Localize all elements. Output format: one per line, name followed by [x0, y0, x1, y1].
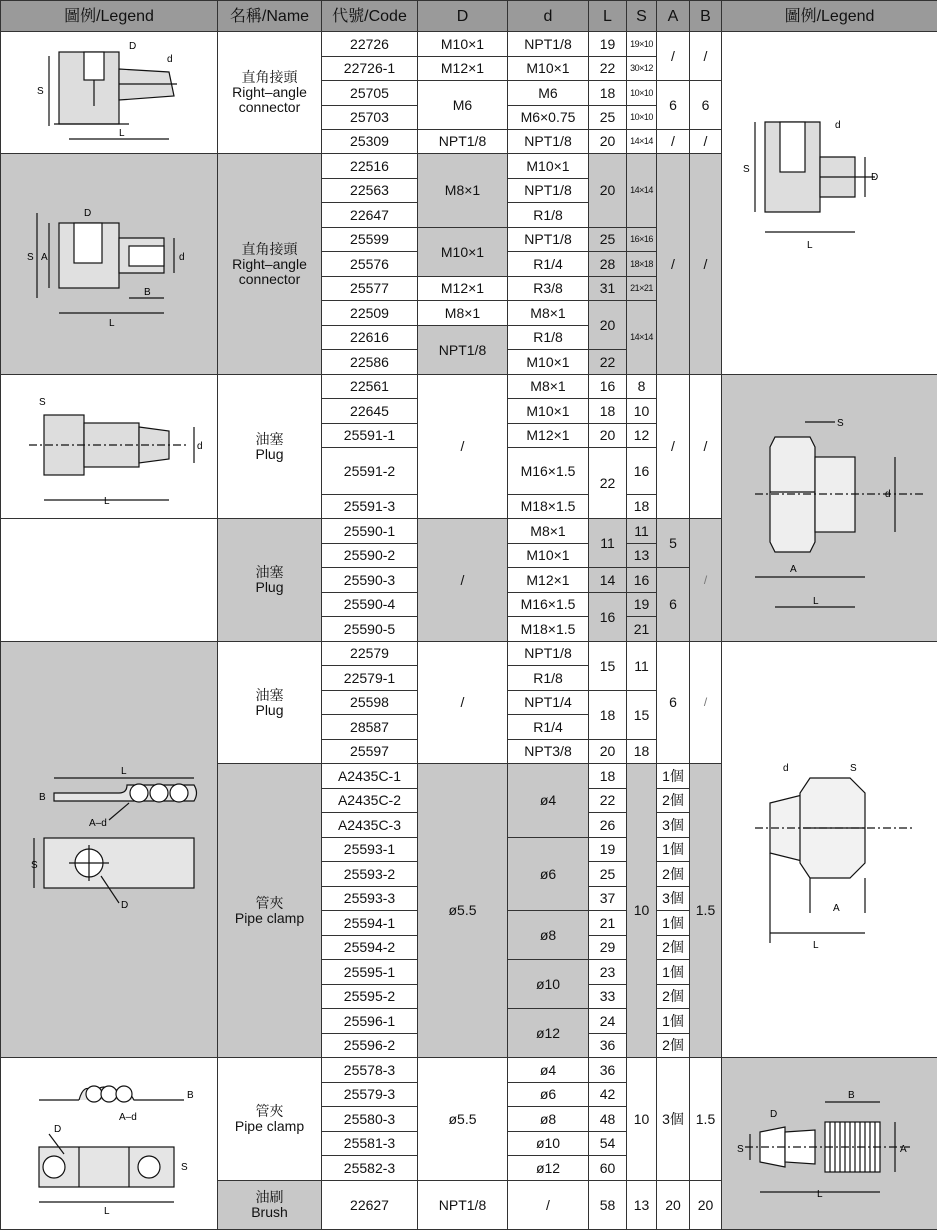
- dim-label-S: S: [850, 763, 857, 774]
- name-cell-g1: [218, 32, 322, 154]
- L-cell: 31: [589, 277, 627, 301]
- dim-label-A: A: [790, 564, 797, 575]
- d-cell: ø10: [508, 1132, 589, 1156]
- code-cell: 25598: [322, 691, 418, 715]
- D-cell: M10×1: [418, 32, 508, 57]
- D-cell: M8×1: [418, 154, 508, 228]
- L-cell: 48: [589, 1107, 627, 1132]
- dim-label-S: S: [37, 86, 44, 97]
- L-cell: 18: [589, 691, 627, 740]
- L-cell: 22: [589, 789, 627, 813]
- name-en: Right–angle: [218, 85, 321, 100]
- L-cell: 54: [589, 1132, 627, 1156]
- D-cell: /: [418, 375, 508, 519]
- L-cell: 19: [589, 32, 627, 57]
- dim-label-D: D: [54, 1124, 61, 1135]
- S-cell: 16: [627, 448, 657, 495]
- legend-right-angle-connector-right: [722, 32, 937, 375]
- A-cell: 3個: [657, 1058, 690, 1181]
- d-cell: ø6: [508, 838, 589, 911]
- d-cell: M6×0.75: [508, 106, 589, 130]
- legend-right-angle-connector-1: [1, 32, 218, 154]
- L-cell: 24: [589, 1009, 627, 1034]
- S-cell: 11: [627, 519, 657, 544]
- d-cell: M16×1.5: [508, 448, 589, 495]
- dim-label-B: B: [39, 792, 46, 803]
- A-cell: 6: [657, 81, 690, 130]
- S-cell: 8: [627, 375, 657, 399]
- D-cell: /: [418, 519, 508, 642]
- header-d: d: [508, 1, 589, 32]
- code-cell: 22563: [322, 179, 418, 203]
- code-cell: 25590-5: [322, 617, 418, 642]
- dim-label-L: L: [121, 766, 127, 777]
- d-cell: M8×1: [508, 519, 589, 544]
- name-en: Brush: [218, 1205, 321, 1220]
- S-cell: 16: [627, 568, 657, 593]
- code-cell: 28587: [322, 715, 418, 740]
- d-cell: ø8: [508, 911, 589, 960]
- name-en: Right–angle: [218, 257, 321, 272]
- code-cell: 25593-2: [322, 862, 418, 887]
- L-cell: 18: [589, 399, 627, 424]
- dim-label-B: B: [848, 1090, 855, 1101]
- code-cell: 25591-3: [322, 495, 418, 519]
- code-cell: 22561: [322, 375, 418, 399]
- dim-label-L: L: [807, 240, 813, 251]
- code-cell: 25582-3: [322, 1156, 418, 1181]
- dim-label-L: L: [119, 128, 125, 139]
- d-cell: M12×1: [508, 568, 589, 593]
- legend-nut-drawing: [722, 642, 937, 1058]
- L-cell: 18: [589, 81, 627, 106]
- d-cell: M8×1: [508, 375, 589, 399]
- L-cell: 14: [589, 568, 627, 593]
- code-cell: 25578-3: [322, 1058, 418, 1083]
- name-zh: 油塞: [218, 565, 321, 580]
- name-zh: 管夾: [218, 896, 321, 911]
- S-cell: 15: [627, 691, 657, 740]
- dim-label-D: D: [121, 900, 128, 911]
- pipe-clamp-drawing-2: [9, 1062, 209, 1222]
- S-cell: 10: [627, 399, 657, 424]
- L-cell: 22: [589, 57, 627, 81]
- dim-label-d: d: [179, 252, 185, 263]
- A-cell: /: [657, 375, 690, 519]
- name-en: connector: [218, 100, 321, 115]
- d-cell: M10×1: [508, 350, 589, 375]
- d-cell: NPT1/8: [508, 179, 589, 203]
- right-angle-connector-drawing: [9, 34, 209, 149]
- code-cell: 25591-2: [322, 448, 418, 495]
- S-cell: 10: [627, 1058, 657, 1181]
- L-cell: 33: [589, 985, 627, 1009]
- d-cell: NPT1/8: [508, 642, 589, 666]
- legend-plug-right: [722, 375, 937, 642]
- d-cell: NPT1/8: [508, 130, 589, 154]
- code-cell: 22509: [322, 301, 418, 326]
- name-en: connector: [218, 272, 321, 287]
- code-cell: 25590-4: [322, 593, 418, 617]
- S-cell: 21: [627, 617, 657, 642]
- code-cell: 25579-3: [322, 1083, 418, 1107]
- L-cell: 20: [589, 154, 627, 228]
- L-cell: 42: [589, 1083, 627, 1107]
- plug-drawing: [9, 375, 209, 515]
- D-cell: M6: [418, 81, 508, 130]
- legend-plug-1-cont: [1, 519, 218, 642]
- d-cell: NPT1/8: [508, 32, 589, 57]
- S-cell: 18×18: [627, 252, 657, 277]
- code-cell: 25705: [322, 81, 418, 106]
- header-legend-right: 圖例/Legend: [722, 1, 937, 32]
- dim-label-Ad: A–d: [119, 1112, 137, 1123]
- name-cell-g2: [218, 154, 322, 375]
- L-cell: 29: [589, 936, 627, 960]
- A-cell: 1個: [657, 1009, 690, 1034]
- dim-label-A: A: [900, 1144, 907, 1155]
- L-cell: 25: [589, 862, 627, 887]
- L-cell: 19: [589, 838, 627, 862]
- code-cell: 22516: [322, 154, 418, 179]
- B-cell: /: [690, 519, 722, 642]
- d-cell: M12×1: [508, 424, 589, 448]
- L-cell: 20: [589, 301, 627, 350]
- code-cell: 25576: [322, 252, 418, 277]
- legend-right-angle-connector-2: [1, 154, 218, 375]
- code-cell: 22627: [322, 1181, 418, 1230]
- code-cell: 25594-1: [322, 911, 418, 936]
- dim-label-d: d: [835, 120, 841, 131]
- L-cell: 15: [589, 642, 627, 691]
- S-cell: 21×21: [627, 277, 657, 301]
- A-cell: /: [657, 130, 690, 154]
- D-cell: /: [418, 642, 508, 764]
- B-cell: /: [690, 154, 722, 375]
- code-cell: 25599: [322, 228, 418, 252]
- d-cell: M6: [508, 81, 589, 106]
- dim-label-d: d: [167, 54, 173, 65]
- L-cell: 20: [589, 740, 627, 764]
- S-cell: 14×14: [627, 301, 657, 375]
- A-cell: 2個: [657, 862, 690, 887]
- code-cell: 22645: [322, 399, 418, 424]
- name-en: Plug: [218, 580, 321, 595]
- code-cell: 22726-1: [322, 57, 418, 81]
- d-cell: /: [508, 1181, 589, 1230]
- d-cell: ø4: [508, 1058, 589, 1083]
- S-cell: 12: [627, 424, 657, 448]
- code-cell: 22616: [322, 326, 418, 350]
- d-cell: M10×1: [508, 154, 589, 179]
- name-zh: 直角接頭: [218, 242, 321, 257]
- code-cell: 25590-3: [322, 568, 418, 593]
- S-cell: 19: [627, 593, 657, 617]
- legend-plug-1: [1, 375, 218, 519]
- dim-label-D: D: [871, 172, 878, 183]
- dim-label-D: D: [84, 208, 91, 219]
- code-cell: 25591-1: [322, 424, 418, 448]
- d-cell: R3/8: [508, 277, 589, 301]
- code-cell: 22647: [322, 203, 418, 228]
- L-cell: 22: [589, 350, 627, 375]
- header-S: S: [627, 1, 657, 32]
- code-cell: 25309: [322, 130, 418, 154]
- right-angle-connector-drawing-3: [9, 188, 209, 338]
- name-cell-g4: [218, 519, 322, 642]
- d-cell: NPT1/8: [508, 228, 589, 252]
- legend-pipe-clamp-1: [1, 642, 218, 1058]
- d-cell: ø4: [508, 764, 589, 838]
- d-cell: ø12: [508, 1156, 589, 1181]
- S-cell: 18: [627, 495, 657, 519]
- A-cell: 6: [657, 642, 690, 764]
- L-cell: 11: [589, 519, 627, 568]
- code-cell: 25593-1: [322, 838, 418, 862]
- right-angle-connector-drawing-2: [725, 112, 935, 292]
- d-cell: ø8: [508, 1107, 589, 1132]
- d-cell: M8×1: [508, 301, 589, 326]
- dim-label-Ad: A–d: [89, 818, 107, 829]
- name-en: Plug: [218, 703, 321, 718]
- code-cell: 25590-1: [322, 519, 418, 544]
- d-cell: NPT3/8: [508, 740, 589, 764]
- L-cell: 36: [589, 1058, 627, 1083]
- header-code: 代號/Code: [322, 1, 418, 32]
- A-cell: /: [657, 154, 690, 375]
- B-cell: 6: [690, 81, 722, 130]
- plug-hex-drawing: [725, 392, 935, 622]
- d-cell: M16×1.5: [508, 593, 589, 617]
- A-cell: 1個: [657, 764, 690, 789]
- dim-label-S: S: [181, 1162, 188, 1173]
- B-cell: 1.5: [690, 764, 722, 1058]
- B-cell: /: [690, 130, 722, 154]
- d-cell: ø10: [508, 960, 589, 1009]
- A-cell: 1個: [657, 838, 690, 862]
- code-cell: 25593-3: [322, 887, 418, 911]
- d-cell: ø12: [508, 1009, 589, 1058]
- B-cell: /: [690, 642, 722, 764]
- S-cell: 14×14: [627, 130, 657, 154]
- L-cell: 36: [589, 1034, 627, 1058]
- L-cell: 20: [589, 130, 627, 154]
- D-cell: M12×1: [418, 57, 508, 81]
- name-zh: 油塞: [218, 432, 321, 447]
- B-cell: 20: [690, 1181, 722, 1230]
- dim-label-D: D: [129, 41, 136, 52]
- name-en: Pipe clamp: [218, 1119, 321, 1134]
- legend-pipe-clamp-2: [1, 1058, 218, 1230]
- D-cell: ø5.5: [418, 1058, 508, 1181]
- header-legend: 圖例/Legend: [1, 1, 218, 32]
- A-cell: 3個: [657, 813, 690, 838]
- dim-label-D: D: [770, 1109, 777, 1120]
- D-cell: M12×1: [418, 277, 508, 301]
- S-cell: 10: [627, 764, 657, 1058]
- S-cell: 11: [627, 642, 657, 691]
- code-cell: 25580-3: [322, 1107, 418, 1132]
- name-zh: 油塞: [218, 688, 321, 703]
- code-cell: 25594-2: [322, 936, 418, 960]
- L-cell: 18: [589, 764, 627, 789]
- code-cell: 22579: [322, 642, 418, 666]
- d-cell: M18×1.5: [508, 617, 589, 642]
- name-zh: 油刷: [218, 1190, 321, 1205]
- S-cell: 13: [627, 1181, 657, 1230]
- L-cell: 21: [589, 911, 627, 936]
- L-cell: 60: [589, 1156, 627, 1181]
- B-cell: /: [690, 32, 722, 81]
- header-B: B: [690, 1, 722, 32]
- name-zh: 管夾: [218, 1104, 321, 1119]
- code-cell: A2435C-1: [322, 764, 418, 789]
- code-cell: 25596-1: [322, 1009, 418, 1034]
- A-cell: 3個: [657, 887, 690, 911]
- code-cell: 22726: [322, 32, 418, 57]
- S-cell: 14×14: [627, 154, 657, 228]
- S-cell: 30×12: [627, 57, 657, 81]
- name-en: Plug: [218, 447, 321, 462]
- nut-drawing: [725, 733, 935, 963]
- d-cell: R1/8: [508, 203, 589, 228]
- dim-label-S: S: [837, 418, 844, 429]
- code-cell: 25703: [322, 106, 418, 130]
- L-cell: 16: [589, 593, 627, 642]
- code-cell: 22579-1: [322, 666, 418, 691]
- L-cell: 22: [589, 448, 627, 519]
- dim-label-L: L: [104, 496, 110, 507]
- B-cell: 1.5: [690, 1058, 722, 1181]
- code-cell: A2435C-2: [322, 789, 418, 813]
- A-cell: 1個: [657, 911, 690, 936]
- d-cell: NPT1/4: [508, 691, 589, 715]
- A-cell: 2個: [657, 936, 690, 960]
- D-cell: ø5.5: [418, 764, 508, 1058]
- code-cell: 25595-2: [322, 985, 418, 1009]
- dim-label-d: d: [783, 763, 789, 774]
- d-cell: R1/4: [508, 252, 589, 277]
- header-D: D: [418, 1, 508, 32]
- dim-label-L: L: [817, 1189, 823, 1200]
- A-cell: 20: [657, 1181, 690, 1230]
- D-cell: M8×1: [418, 301, 508, 326]
- code-cell: 25596-2: [322, 1034, 418, 1058]
- code-cell: 25581-3: [322, 1132, 418, 1156]
- name-cell-g3: [218, 375, 322, 519]
- code-cell: A2435C-3: [322, 813, 418, 838]
- d-cell: ø6: [508, 1083, 589, 1107]
- code-cell: 22586: [322, 350, 418, 375]
- d-cell: M18×1.5: [508, 495, 589, 519]
- dim-label-A: A: [833, 903, 840, 914]
- L-cell: 25: [589, 106, 627, 130]
- dim-label-d: d: [885, 489, 891, 500]
- S-cell: 16×16: [627, 228, 657, 252]
- L-cell: 23: [589, 960, 627, 985]
- d-cell: R1/4: [508, 715, 589, 740]
- A-cell: 2個: [657, 789, 690, 813]
- L-cell: 26: [589, 813, 627, 838]
- dim-label-B: B: [187, 1090, 194, 1101]
- dim-label-L: L: [109, 318, 115, 329]
- A-cell: 2個: [657, 985, 690, 1009]
- D-cell: NPT1/8: [418, 326, 508, 375]
- name-cell-g7: [218, 1058, 322, 1181]
- brush-drawing: [725, 1062, 935, 1222]
- dim-label-S: S: [39, 397, 46, 408]
- pipe-clamp-drawing: [9, 748, 209, 948]
- dim-label-L: L: [813, 596, 819, 607]
- A-cell: 5: [657, 519, 690, 568]
- A-cell: 1個: [657, 960, 690, 985]
- name-cell-g6: [218, 764, 322, 1058]
- name-cell-g5: [218, 642, 322, 764]
- A-cell: /: [657, 32, 690, 81]
- dim-label-S: S: [27, 252, 34, 263]
- S-cell: 10×10: [627, 81, 657, 106]
- S-cell: 10×10: [627, 106, 657, 130]
- D-cell: NPT1/8: [418, 130, 508, 154]
- L-cell: 20: [589, 424, 627, 448]
- dim-label-L: L: [813, 940, 819, 951]
- d-cell: R1/8: [508, 326, 589, 350]
- legend-brush-drawing: [722, 1058, 937, 1230]
- code-cell: 25590-2: [322, 544, 418, 568]
- L-cell: 25: [589, 228, 627, 252]
- B-cell: /: [690, 375, 722, 519]
- A-cell: 6: [657, 568, 690, 642]
- d-cell: R1/8: [508, 666, 589, 691]
- dim-label-S: S: [31, 860, 38, 871]
- L-cell: 37: [589, 887, 627, 911]
- header-name: 名稱/Name: [218, 1, 322, 32]
- d-cell: M10×1: [508, 57, 589, 81]
- L-cell: 28: [589, 252, 627, 277]
- name-zh: 直角接頭: [218, 70, 321, 85]
- code-cell: 25595-1: [322, 960, 418, 985]
- D-cell: NPT1/8: [418, 1181, 508, 1230]
- dim-label-A: A: [41, 252, 48, 263]
- D-cell: M10×1: [418, 228, 508, 277]
- header-A: A: [657, 1, 690, 32]
- L-cell: 16: [589, 375, 627, 399]
- name-cell-g8: [218, 1181, 322, 1230]
- dim-label-S: S: [743, 164, 750, 175]
- code-cell: 25597: [322, 740, 418, 764]
- d-cell: M10×1: [508, 399, 589, 424]
- dim-label-B: B: [144, 287, 151, 298]
- dim-label-S: S: [737, 1144, 744, 1155]
- d-cell: M10×1: [508, 544, 589, 568]
- header-L: L: [589, 1, 627, 32]
- dim-label-L: L: [104, 1206, 110, 1217]
- S-cell: 19×10: [627, 32, 657, 57]
- name-en: Pipe clamp: [218, 911, 321, 926]
- L-cell: 58: [589, 1181, 627, 1230]
- code-cell: 25577: [322, 277, 418, 301]
- S-cell: 18: [627, 740, 657, 764]
- dim-label-d: d: [197, 441, 203, 452]
- A-cell: 2個: [657, 1034, 690, 1058]
- S-cell: 13: [627, 544, 657, 568]
